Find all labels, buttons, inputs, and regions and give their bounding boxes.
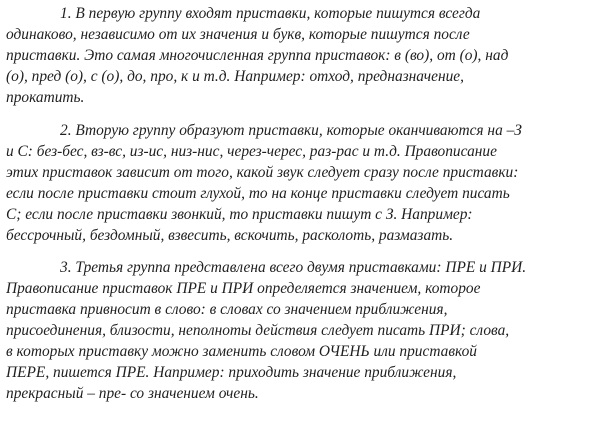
text-line: Правописание приставок ПРЕ и ПРИ определяется значением, которое [6,280,481,297]
text-line: и С: без-бес, вз-вс, из-ис, низ-нис, через-черес, раз-рас и т.д. Правописание [6,143,497,160]
text-line: С; если после приставки звонкий, то приставки пишут с З. Например: [6,206,473,223]
text-line: в которых приставку можно заменить словом ОЧЕНЬ или приставкой [6,343,477,360]
text-line: если после приставки стоит глухой, то на конце приставки следует писать [6,185,510,202]
text-line: приставка привносит в слово: в словах со значением приближения, [6,301,448,318]
text-line: ПЕРЕ, пишется ПРЕ. Например: приходить значение приближения, [6,364,457,381]
text-line: этих приставок зависит от того, какой звук следует сразу после приставки: [6,164,519,181]
text-line: приставки. Это самая многочисленная группа приставок: в (во), от (о), над [6,47,509,64]
text-line: бессрочный, бездомный, взвесить, вскочить, расколоть, размазать. [6,227,454,244]
text-line: 3. Третья группа представлена всего двумя приставками: ПРЕ и ПРИ. [60,259,527,276]
text-line: 1. В первую группу входят приставки, которые пишутся всегда [60,5,481,22]
text-line: прокатить. [6,89,85,106]
text-line: присоединения, близости, неполноты действия следует писать ПРИ; слова, [6,322,510,339]
text-line: 2. Вторую группу образуют приставки, которые оканчиваются на –З [60,122,522,139]
text-line: прекрасный – пре- со значением очень. [6,385,259,402]
text-line: одинаково, независимо от их значения и букв, которые пишутся после [6,26,470,43]
text-line: (о), пред (о), с (о), до, про, к и т.д. Например: отход, предназначение, [6,68,464,85]
